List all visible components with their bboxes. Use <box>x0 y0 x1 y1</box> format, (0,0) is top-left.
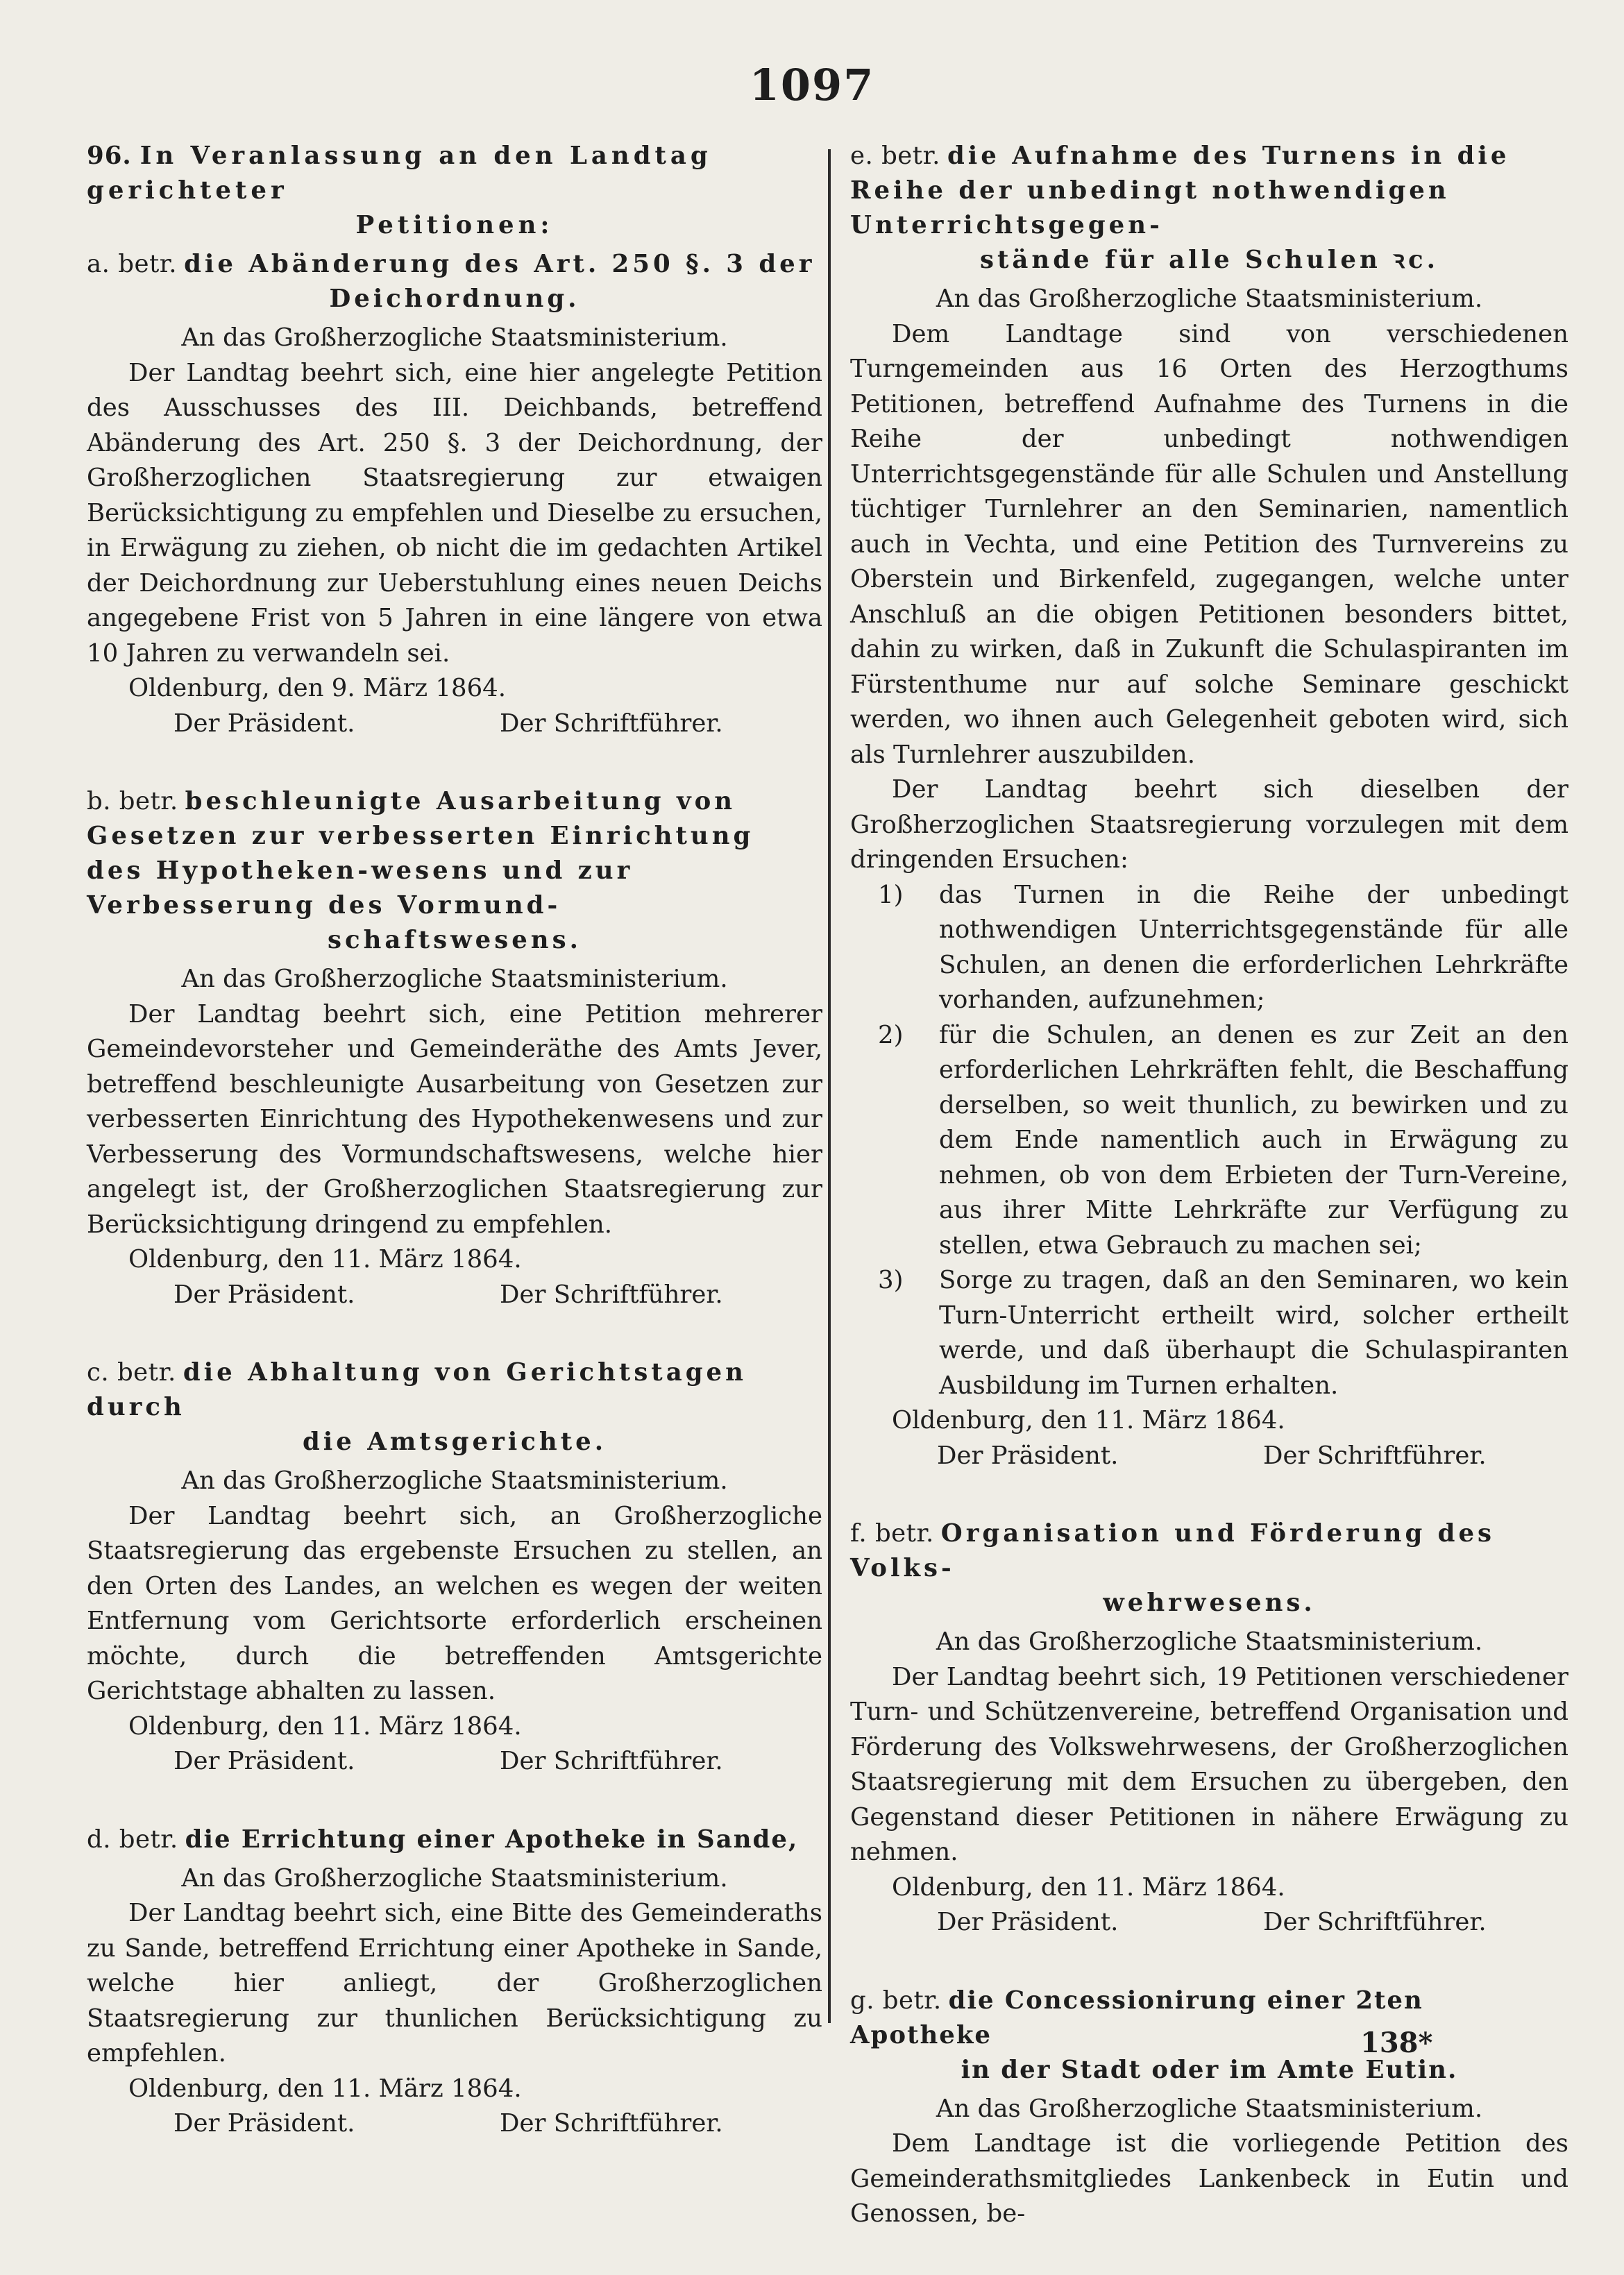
signature-mark: 138* <box>1360 2027 1433 2059</box>
section-g-heading <box>850 1984 1568 2088</box>
section-f-label: f. betr. <box>850 1519 934 1548</box>
main-heading <box>87 139 822 243</box>
section-a-title: die Abänderung des Art. 250 §. 3 der <box>184 250 815 278</box>
president-signature: Der Präsident. <box>937 1908 1119 1936</box>
section-c-label: c. betr. <box>87 1358 176 1387</box>
section-g-label: g. betr. <box>850 1986 942 2015</box>
section-a <box>87 247 822 741</box>
section-d-date: Oldenburg, den 11. März 1864. <box>128 2074 522 2103</box>
section-c-addressee: An das Großherzogliche Staatsministerium. <box>181 1466 728 1495</box>
section-g <box>850 1984 1568 2232</box>
section-f-title: Organisation und Förderung des Volks- <box>850 1519 1496 1582</box>
section-g-body: Dem Landtage ist die vorliegende Petition des Gemeinderathsmitgliedes Lankenbeck in Eutin und Genossen, be- <box>850 2129 1568 2228</box>
section-e-label: e. betr. <box>850 142 940 170</box>
section-b <box>87 784 822 1312</box>
main-heading-continuation: Petitionen: <box>355 211 554 239</box>
section-c-date: Oldenburg, den 11. März 1864. <box>128 1711 522 1741</box>
section-a-date: Oldenburg, den 9. März 1864. <box>128 674 507 702</box>
section-g-title: die Concessionirung einer 2ten Apotheke <box>850 1986 1423 2049</box>
section-f-heading <box>850 1516 1568 1621</box>
list-item <box>850 1018 1568 1264</box>
section-c-title-cont: die Amtsgerichte. <box>302 1428 607 1456</box>
list-item-number: 2) <box>878 1020 904 1049</box>
right-column <box>850 139 1568 2275</box>
section-a-body: Der Landtag beehrt sich, eine hier angelegte Petition des Ausschusses des III. Deichbands, betreffend Abänderung des Art. 250 §. 3 der Deichordnung, der Großherzoglichen Staatsregierung zur etwaigen Berücksichtigung zu empfehlen und Dieselbe zu ersuchen, in Erwägung zu ziehen, ob nicht die im gedachten Artikel der Deichordnung zur Ueberstuhlung eines neuen Deichs angegebene Frist von 5 Jahren in eine längere von etwa 10 Jahren zu verwandeln sei. <box>87 358 822 668</box>
section-c-heading <box>87 1355 822 1460</box>
section-a-label: a. betr. <box>87 250 178 278</box>
main-heading-text: In Veranlassung an den Landtag gerichteter <box>87 142 712 205</box>
section-c-signatures <box>174 1744 822 1779</box>
list-item <box>850 878 1568 1018</box>
secretary-signature: Der Schriftführer. <box>500 1280 723 1309</box>
section-e-signatures <box>937 1439 1568 1474</box>
section-f-body: Der Landtag beehrt sich, 19 Petitionen verschiedener Turn- und Schützenvereine, betreffend Organisation und Förderung des Volkswehrwesens, der Großherzoglichen Staatsregierung mit dem Ersuchen zu übergeben, den Gegenstand dieser Petitionen in nähere Erwägung zu nehmen. <box>850 1662 1568 1866</box>
section-c-title: die Abhaltung von Gerichtstagen durch <box>87 1358 747 1421</box>
section-e-request-list <box>850 878 1568 1404</box>
section-d-heading <box>87 1822 822 1857</box>
section-f-signatures <box>937 1905 1568 1940</box>
section-e-body-request: Der Landtag beehrt sich dieselben der Großherzoglichen Staatsregierung vorzulegen mit dem dringenden Ersuchen: <box>850 775 1568 874</box>
section-a-heading <box>87 247 822 316</box>
section-e-addressee: An das Großherzogliche Staatsministerium. <box>936 285 1483 313</box>
list-item <box>850 1263 1568 1403</box>
list-item-text: Sorge zu tragen, daß an den Seminaren, wo kein Turn-Unterricht ertheilt wird, solcher ertheilt werde, und daß überhaupt die Schulaspiranten Ausbildung im Turnen erhalten. <box>939 1266 1568 1400</box>
section-e-date: Oldenburg, den 11. März 1864. <box>892 1406 1285 1435</box>
section-d-label: d. betr. <box>87 1825 178 1854</box>
section-a-title-cont: Deichordnung. <box>329 285 580 313</box>
president-signature: Der Präsident. <box>174 1280 355 1309</box>
president-signature: Der Präsident. <box>174 1747 355 1775</box>
section-e-title-cont: stände für alle Schulen ꝛc. <box>980 246 1439 274</box>
left-column <box>87 139 822 2185</box>
list-item-text: das Turnen in die Reihe der unbedingt nothwendigen Unterrichtsgegenstände für alle Schulen, an denen die erforderlichen Lehrkräfte vorhanden, aufzunehmen; <box>939 880 1568 1014</box>
intro-heading <box>87 139 822 243</box>
section-f-addressee: An das Großherzogliche Staatsministerium. <box>936 1627 1483 1656</box>
secretary-signature: Der Schriftführer. <box>500 1747 723 1775</box>
section-a-signatures <box>174 707 822 742</box>
section-f-title-cont: wehrwesens. <box>1103 1589 1316 1617</box>
secretary-signature: Der Schriftführer. <box>500 2109 723 2138</box>
section-d-signatures <box>174 2106 822 2142</box>
section-b-label: b. betr. <box>87 787 178 815</box>
section-d-title: die Errichtung einer Apotheke in Sande, <box>185 1825 799 1854</box>
president-signature: Der Präsident. <box>937 1441 1119 1470</box>
section-d-body: Der Landtag beehrt sich, eine Bitte des Gemeinderaths zu Sande, betreffend Errichtung einer Apotheke in Sande, welche hier anliegt, der Großherzoglichen Staatsregierung zur thunlichen Berücksichtigung zu empfehlen. <box>87 1899 822 2067</box>
section-g-addressee: An das Großherzogliche Staatsministerium. <box>936 2094 1483 2123</box>
section-b-addressee: An das Großherzogliche Staatsministerium. <box>181 965 728 993</box>
section-b-body: Der Landtag beehrt sich, eine Petition mehrerer Gemeindevorsteher und Gemeinderäthe des Amts Jever, betreffend beschleunigte Ausarbeitung von Gesetzen zur verbesserten Einrichtung des Hypothekenwesens und zur Verbesserung des Vormundschaftswesens, welche hier angelegt ist, der Großherzoglichen Staatsregierung zur Berücksichtigung dringend zu empfehlen. <box>87 999 822 1239</box>
section-e-body: Dem Landtage sind von verschiedenen Turngemeinden aus 16 Orten des Herzogthums Petitionen, betreffend Aufnahme des Turnens in die Reihe der unbedingt nothwendigen Unterrichtsgegenstände für alle Schulen und Anstellung tüchtiger Turnlehrer an den Seminarien, namentlich auch in Vechta, und eine Petition des Turnvereins zu Oberstein und Birkenfeld, zugegangen, welche unter Anschluß an die obigen Petitionen besonders bittet, dahin zu wirken, daß in Zukunft die Schulaspiranten im Fürstenthume nur auf solche Seminare geschickt werden, wo ihnen auch Gelegenheit geboten wird, sich als Turnlehrer auszubilden. <box>850 319 1568 769</box>
section-f <box>850 1516 1568 1940</box>
item-number: 96. <box>87 142 132 170</box>
secretary-signature: Der Schriftführer. <box>500 709 723 738</box>
section-c <box>87 1355 822 1779</box>
column-divider <box>828 149 831 2023</box>
list-item-text: für die Schulen, an denen es zur Zeit an den erforderlichen Lehrkräften fehlt, die Beschaffung derselben, so weit thunlich, zu bewirken und zu dem Ende namentlich auch in Erwägung zu nehmen, ob von dem Erbieten der Turn-Vereine, aus ihrer Mitte Lehrkräfte zur Verfügung zu stellen, etwa Gebrauch zu machen sei; <box>939 1020 1568 1260</box>
section-b-signatures <box>174 1278 822 1313</box>
section-e-title: die Aufnahme des Turnens in die Reihe der unbedingt nothwendigen Unterrichtsgegen- <box>850 142 1510 239</box>
section-f-date: Oldenburg, den 11. März 1864. <box>892 1872 1285 1902</box>
section-b-heading <box>87 784 822 958</box>
section-c-body: Der Landtag beehrt sich, an Großherzogliche Staatsregierung das ergebenste Ersuchen zu stellen, an den Orten des Landes, an welchen es wegen der weiten Entfernung vom Gerichtsorte erforderlich erscheinen möchte, durch die betreffenden Amtsgerichte Gerichtstage abhalten zu lassen. <box>87 1501 822 1705</box>
section-b-title-cont: schaftswesens. <box>328 926 582 954</box>
section-g-title-cont: in der Stadt oder im Amte Eutin. <box>961 2055 1458 2084</box>
secretary-signature: Der Schriftführer. <box>1263 1441 1487 1470</box>
president-signature: Der Präsident. <box>174 2109 355 2138</box>
page-number: 1097 <box>749 60 875 110</box>
president-signature: Der Präsident. <box>174 709 355 738</box>
section-e-heading <box>850 139 1568 278</box>
secretary-signature: Der Schriftführer. <box>1263 1908 1487 1936</box>
section-b-title: beschleunigte Ausarbeitung von Gesetzen zur verbesserten Einrichtung des Hypotheken-wesens und zur Verbesserung des Vormund- <box>87 787 754 920</box>
section-e <box>850 139 1568 1473</box>
list-item-number: 3) <box>878 1266 904 1294</box>
section-a-addressee: An das Großherzogliche Staatsministerium. <box>181 323 728 352</box>
section-b-date: Oldenburg, den 11. März 1864. <box>128 1245 522 1274</box>
section-d-addressee: An das Großherzogliche Staatsministerium. <box>181 1863 728 1893</box>
section-d <box>87 1822 822 2142</box>
list-item-number: 1) <box>878 880 904 909</box>
